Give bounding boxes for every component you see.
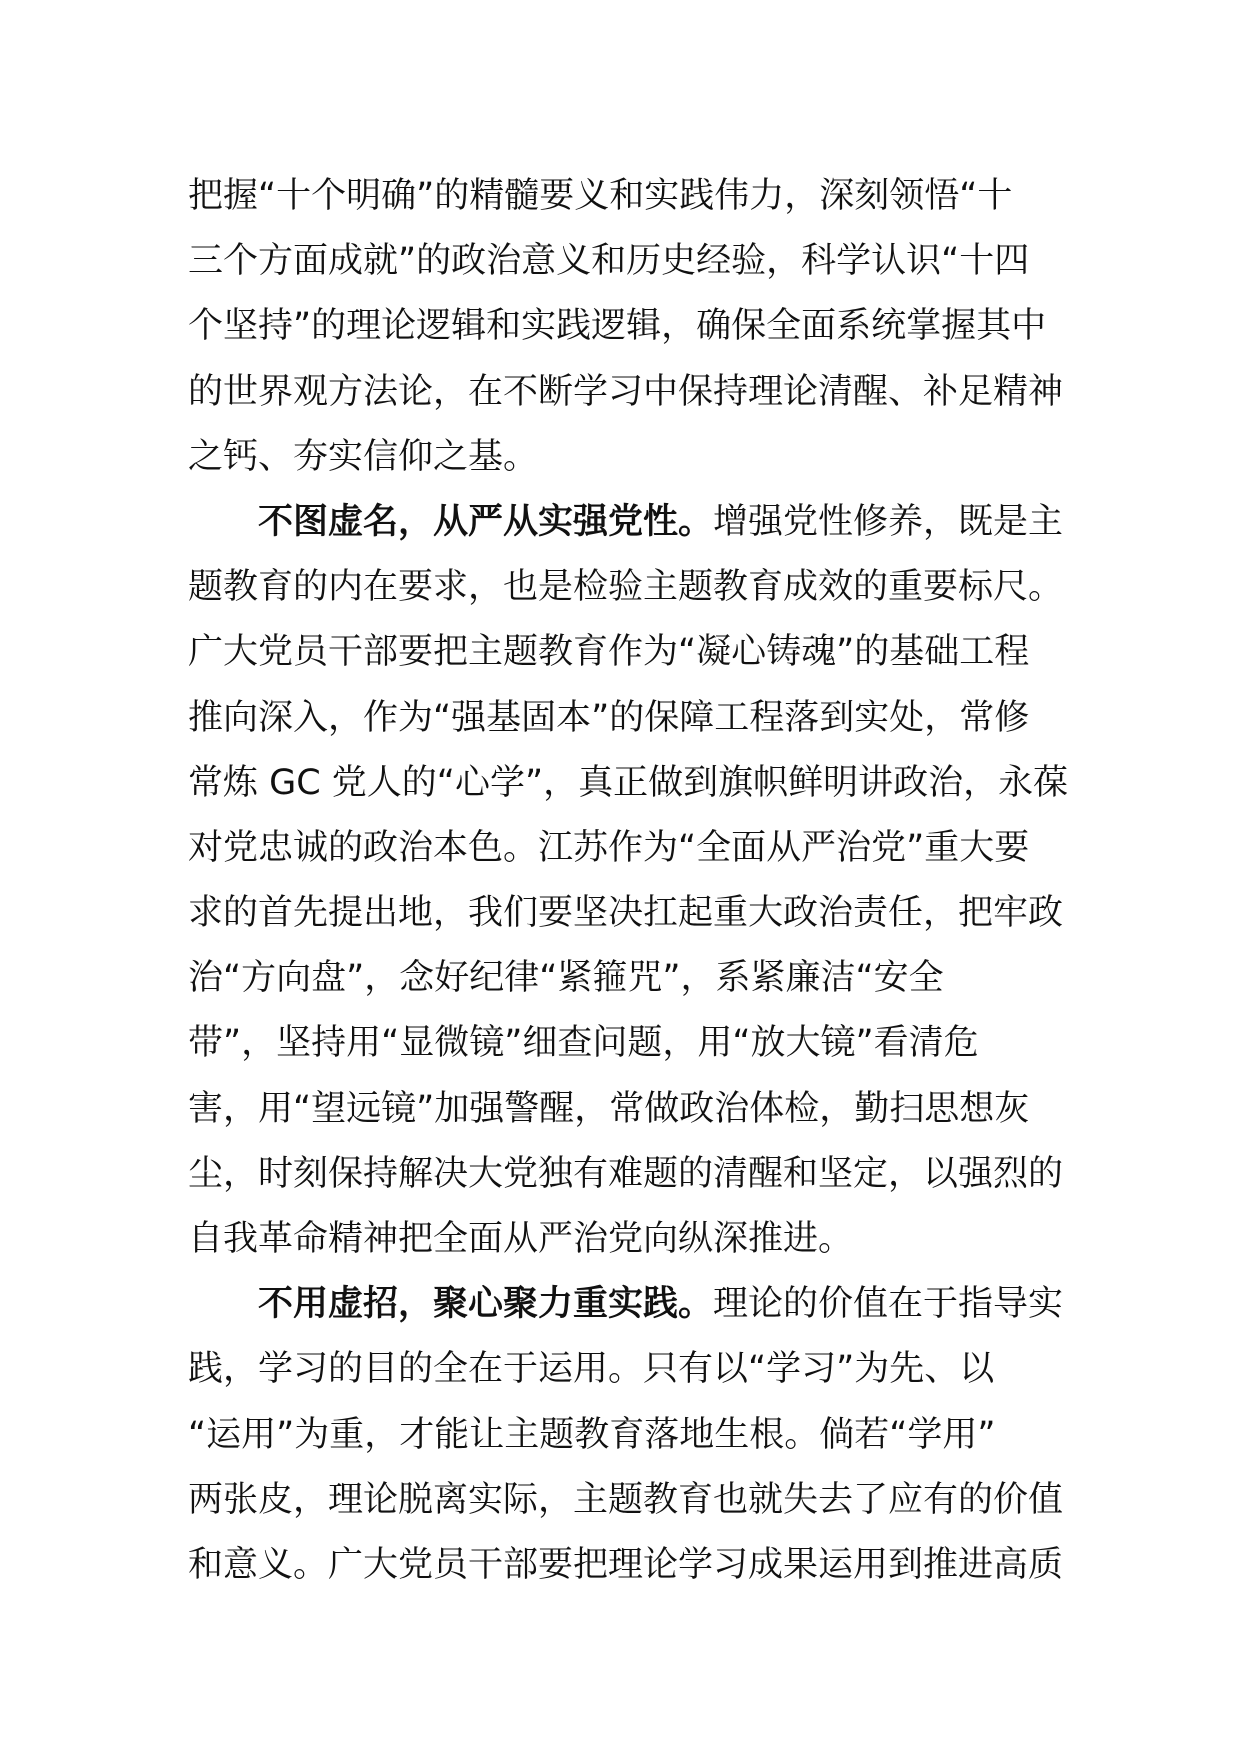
paragraph-first-line xyxy=(188,490,1064,555)
text-line: 践，学习的目的全在于运用。只有以“学习”为先、以 xyxy=(188,1349,995,1390)
text-line: 个坚持”的理论逻辑和实践逻辑，确保全面系统掌握其中 xyxy=(188,306,1047,347)
text-line: 常炼 GC 党人的“心学”，真正做到旗帜鲜明讲政治，永葆 xyxy=(188,762,1069,803)
text-line: 治“方向盘”，念好纪律“紧箍咒”，系紧廉洁“安全 xyxy=(188,958,944,999)
paragraph-3 xyxy=(188,1272,1064,1598)
text-line: 把握“十个明确”的精髓要义和实践伟力，深刻领悟“十 xyxy=(188,176,1013,216)
text-line: 对党忠诚的政治本色。江苏作为“全面从严治党”重大要 xyxy=(188,827,1030,868)
text-line: 求的首先提出地，我们要坚决扛起重大政治责任，把牢政 xyxy=(188,893,1064,934)
text-line: 之钙、夯实信仰之基。 xyxy=(188,436,539,477)
text-line: 带”，坚持用“显微镜”细查问题，用“放大镜”看清危 xyxy=(188,1023,979,1064)
paragraph-heading: 不图虚名，从严从实强党性。 xyxy=(258,501,714,542)
text-line: 和意义。广大党员干部要把理论学习成果运用到推进高质 xyxy=(188,1544,1064,1585)
paragraph-first-line xyxy=(188,1272,1064,1337)
paragraph-heading: 不用虚招，聚心聚力重实践。 xyxy=(258,1284,714,1325)
text-line: 自我革命精神把全面从严治党向纵深推进。 xyxy=(188,1219,854,1259)
text-line: 两张皮，理论脱离实际，主题教育也就失去了应有的价值 xyxy=(188,1479,1064,1520)
text-line: 推向深入，作为“强基固本”的保障工程落到实处，常修 xyxy=(188,697,1030,738)
paragraph-1 xyxy=(188,164,1064,490)
text-line: 的世界观方法论，在不断学习中保持理论清醒、补足精神 xyxy=(188,371,1064,412)
text-line: 三个方面成就”的政治意义和历史经验，科学认识“十四 xyxy=(188,241,1030,282)
text-line: 害，用“望远镜”加强警醒，常做政治体检，勤扫思想灰 xyxy=(188,1088,1030,1129)
text-line: “运用”为重，才能让主题教育落地生根。倘若“学用” xyxy=(188,1414,996,1455)
body-text xyxy=(188,164,1069,1598)
text-line: 广大党员干部要把主题教育作为“凝心铸魂”的基础工程 xyxy=(188,632,1030,673)
text-run: 理论的价值在于指导实 xyxy=(713,1284,1064,1325)
paragraph-2 xyxy=(188,490,1069,1272)
text-line: 尘，时刻保持解决大党独有难题的清醒和坚定，以强烈的 xyxy=(188,1153,1064,1194)
text-line: 题教育的内在要求，也是检验主题教育成效的重要标尺。 xyxy=(188,567,1064,608)
text-run: 增强党性修养，既是主 xyxy=(713,501,1064,542)
